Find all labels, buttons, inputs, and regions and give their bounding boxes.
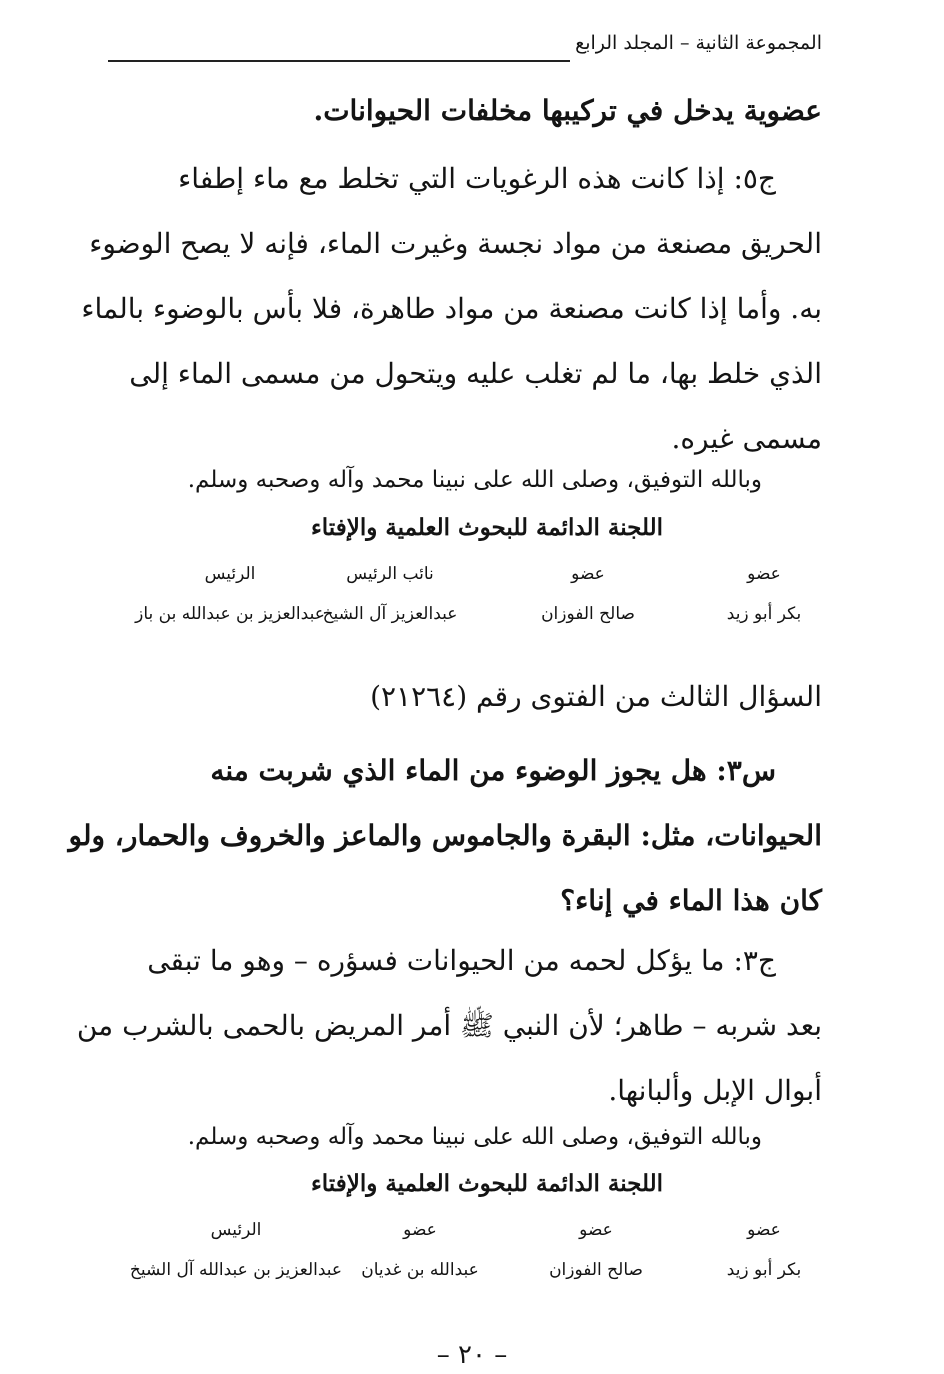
answer-5-line-3: به. وأما إذا كانت مصنعة من مواد طاهرة، فلا بأس بالوضوء بالماء bbox=[81, 292, 822, 325]
signatory-role: الرئيس bbox=[204, 564, 256, 584]
answer-3 bbox=[76, 928, 822, 1123]
fatwa-heading-line: السؤال الثالث من الفتوى رقم (٢١٢٦٤) bbox=[370, 680, 822, 713]
signatory-name: بكر أبو زيد bbox=[726, 604, 802, 624]
fatwa-heading bbox=[108, 664, 822, 729]
continuation-line: عضوية يدخل في تركيبها مخلفات الحيوانات. bbox=[313, 94, 822, 127]
signatory-role: الرئيس bbox=[210, 1220, 262, 1240]
signatory-name: عبدالعزيز بن عبدالله آل الشيخ bbox=[129, 1260, 343, 1280]
running-header bbox=[108, 28, 822, 66]
answer-5-line-1: ج٥: إذا كانت هذه الرغويات التي تخلط مع ماء إطفاء bbox=[178, 162, 776, 195]
continuation-text bbox=[108, 78, 822, 143]
signatory-role: عضو bbox=[747, 1220, 781, 1240]
signatory-name: عبدالعزيز بن عبدالله بن باز bbox=[135, 604, 325, 624]
answer-3-line-1: ج٣: ما يؤكل لحمه من الحيوانات فسؤره – وهو ما تبقى bbox=[147, 944, 776, 977]
signatory-name: عبدالله بن غديان bbox=[361, 1260, 479, 1280]
committee-name-1: اللجنة الدائمة للبحوث العلمية والإفتاء bbox=[310, 514, 663, 541]
answer-3-line-3: أبوال الإبل وألبانها. bbox=[608, 1074, 822, 1107]
signatory-name: صالح الفوزان bbox=[541, 604, 635, 624]
answer-3-line-2: بعد شربه – طاهر؛ لأن النبي ﷺ أمر المريض بالحمى بالشرب من bbox=[76, 1009, 822, 1042]
signatory-role: عضو bbox=[403, 1220, 437, 1240]
answer-5-line-4: الذي خلط بها، ما لم تغلب عليه ويتحول من مسمى الماء إلى bbox=[129, 357, 822, 390]
signatory-name: صالح الفوزان bbox=[549, 1260, 643, 1280]
page-number: – ٢٠ – bbox=[436, 1340, 508, 1370]
signatory bbox=[126, 1218, 346, 1282]
closing-formula-2: وبالله التوفيق، وصلى الله على نبينا محمد وآله وصحبه وسلم. bbox=[187, 1124, 762, 1150]
signatory-name: بكر أبو زيد bbox=[726, 1260, 802, 1280]
signatory-role: عضو bbox=[747, 564, 781, 584]
answer-5 bbox=[81, 146, 822, 471]
header-rule bbox=[108, 60, 570, 62]
signatory bbox=[120, 562, 340, 626]
question-3-line-3: كان هذا الماء في إناء؟ bbox=[560, 884, 822, 917]
running-title: المجموعة الثانية – المجلد الرابع bbox=[575, 32, 822, 54]
question-3-line-1: س٣: هل يجوز الوضوء من الماء الذي شربت منه bbox=[210, 754, 776, 787]
signatory bbox=[478, 562, 698, 626]
committee-name-2: اللجنة الدائمة للبحوث العلمية والإفتاء bbox=[310, 1170, 663, 1197]
question-3-line-2: الحيوانات، مثل: البقرة والجاموس والماعز والخروف والحمار، ولو bbox=[68, 819, 822, 852]
answer-5-line-2: الحريق مصنعة من مواد نجسة وغيرت الماء، فإنه لا يصح الوضوء bbox=[89, 227, 822, 260]
signatory-name: عبدالعزيز آل الشيخ bbox=[322, 604, 458, 624]
signatory-role: عضو bbox=[571, 564, 605, 584]
signatory-role: نائب الرئيس bbox=[346, 564, 434, 584]
closing-formula-1: وبالله التوفيق، وصلى الله على نبينا محمد وآله وصحبه وسلم. bbox=[187, 467, 762, 493]
question-3 bbox=[68, 738, 822, 933]
signatory-role: عضو bbox=[579, 1220, 613, 1240]
answer-5-line-5: مسمى غيره. bbox=[671, 422, 822, 455]
